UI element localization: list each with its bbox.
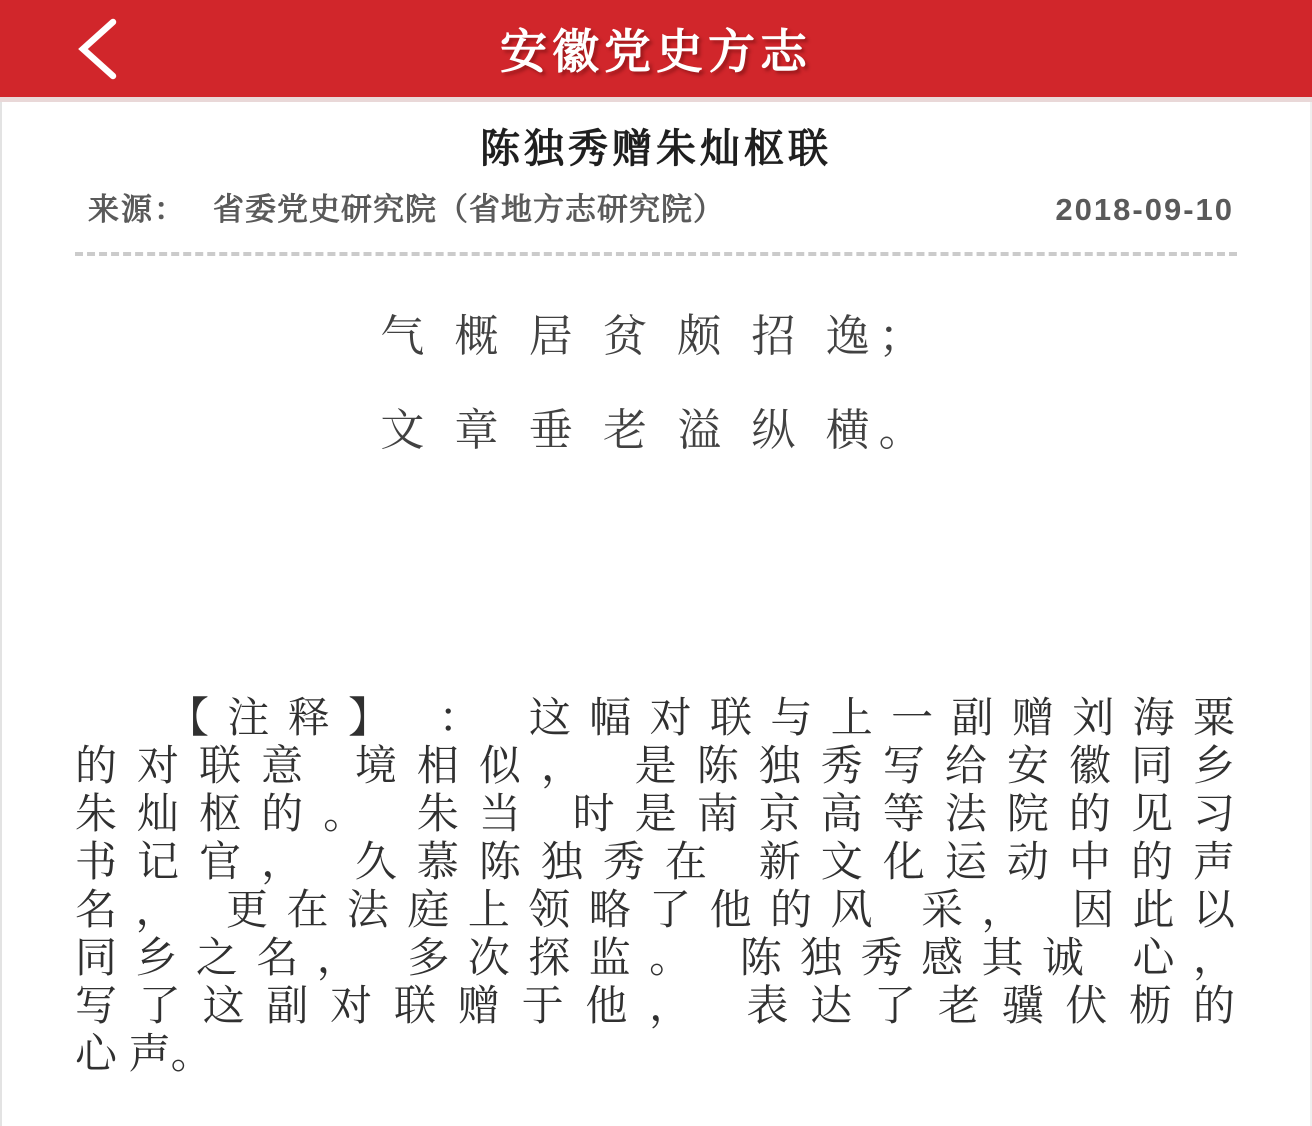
article-title: 陈独秀赠朱灿枢联 [480, 127, 832, 171]
note-line: 写了这副对联赠于他， 表达了老骥伏枥的 [75, 982, 1235, 1029]
back-button[interactable] [62, 14, 132, 84]
note-line: 【注释】 ： 这幅对联与上一副赠刘海粟 [167, 694, 1235, 741]
article-meta [0, 190, 1312, 230]
article-source [88, 190, 725, 230]
note-line: 名， 更在法庭上领略了他的风 采， 因此以 [75, 886, 1235, 933]
note-line: 心 声。 [75, 1030, 213, 1077]
chevron-left-icon [73, 16, 121, 82]
app-header [0, 0, 1312, 102]
note-line: 书记官， 久慕陈独秀在 新文化运动中的声 [75, 838, 1235, 885]
note-line: 的对联意 境相似， 是陈独秀写给安徽同乡 [75, 742, 1235, 789]
app-title: 安徽党史方志 [500, 25, 812, 78]
dashed-divider [75, 252, 1237, 256]
couplet-block [0, 312, 1312, 456]
source-label: 来源： [88, 192, 187, 227]
note-line: 同乡之名， 多次探监。 陈独秀感其诚 心， [75, 934, 1235, 981]
source-value: 省委党史研究院（省地方志研究院） [213, 192, 725, 227]
note-line: 朱灿枢的。 朱当 时是南京高等法院的见习 [75, 790, 1235, 837]
couplet-line-1: 气 概 居 贫 颇 招 逸； [380, 312, 932, 361]
article-content [0, 124, 1312, 1078]
couplet-line-2: 文 章 垂 老 溢 纵 横。 [380, 406, 932, 455]
article-date: 2018-09-10 [1055, 192, 1234, 227]
note-paragraph [0, 694, 1312, 1078]
